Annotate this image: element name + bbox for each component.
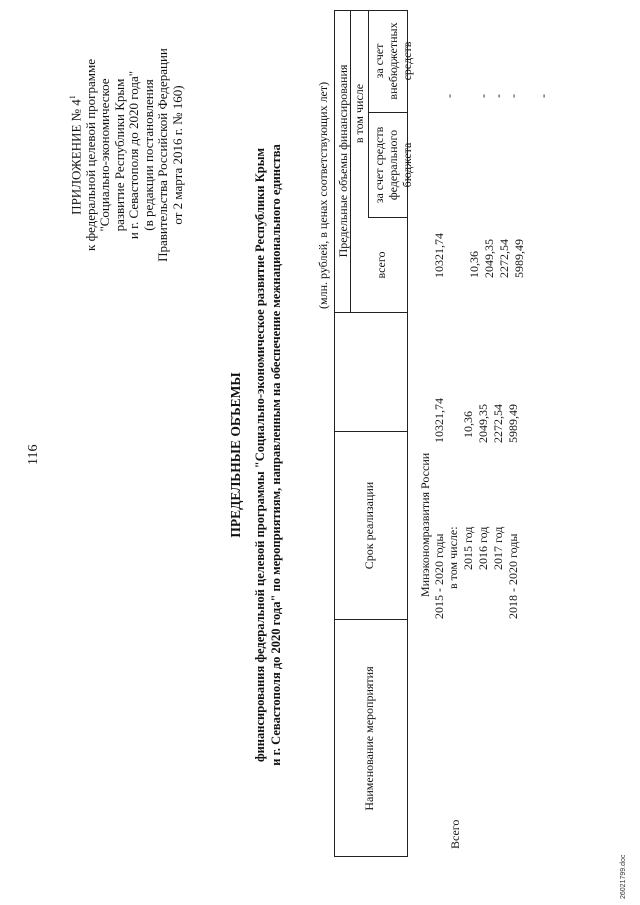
row-extra: - [506,94,520,98]
row-total: 2272,54 [491,404,505,443]
ministry-label: Минэкономразвития России [418,452,432,597]
appendix-line: к федеральной целевой программе [82,59,98,251]
row-federal: 10,36 [467,251,481,278]
row-period: 2015 - 2020 годы [432,533,446,619]
row-total: 5989,49 [506,404,520,443]
header-period: Срок реализации [362,481,376,570]
file-id: 26021799.doc [620,854,627,899]
units-note: (млн. рублей, в ценах соответствующих лет) [316,81,330,309]
total-row-label: Всего [448,819,462,849]
row-period: 2018 - 2020 годы [506,533,520,619]
header-including: в том числе [352,83,366,144]
header-extrabudget: за счет внебюджетных средств [372,22,414,100]
appendix-title: ПРИЛОЖЕНИЕ № $4^1$ [68,95,84,215]
row-total: 10321,74 [432,398,446,443]
appendix-line: (в редакции постановления [140,79,156,231]
row-federal: 2049,35 [482,239,496,278]
row-extra: - [491,94,505,98]
row-federal: 10321,74 [432,233,446,278]
appendix-line: "Социально-экономическое [97,78,113,232]
row-federal: 2272,54 [497,239,511,278]
row-extra: - [476,94,490,98]
row-total: 2049,35 [476,404,490,443]
appendix-line: и г. Севастополя до 2020 года" [126,70,142,240]
appendix-line: развитие Республики Крым [111,78,127,232]
row-period: 2017 год [491,526,505,570]
header-limits: Предельные объемы финансирования [336,64,350,258]
header-federal: за счет средств федерального бюджета [372,126,414,204]
subtitle-line-1: финансирования федеральной целевой программы "Социально-экономическое развитие Республики Крым [253,147,267,763]
page-number: 116 [26,444,41,465]
header-name: Наименование мероприятия [362,666,376,811]
row-period: в том числе: [446,526,460,589]
row-total: 10,36 [461,411,475,438]
header-total: всего [374,251,388,279]
row-period: 2015 год [461,526,475,570]
row-extra: - [442,94,456,98]
appendix-line: от 2 марта 2016 г. № 160) [169,85,185,225]
row-federal: 5989,49 [512,239,526,278]
row-extra: - [536,94,550,98]
appendix-line: Правительства Российской Федерации [155,48,171,262]
subtitle-line-2: и г. Севастополя до 2020 года" по мероприятиям, направленным на обеспечение межнационального единства [269,144,283,766]
row-period: 2016 год [476,526,490,570]
table-header [334,10,414,857]
document-subtitle [252,125,284,785]
appendix-block [66,5,185,305]
document-title: ПРЕДЕЛЬНЫЕ ОБЪЕМЫ [228,372,243,538]
